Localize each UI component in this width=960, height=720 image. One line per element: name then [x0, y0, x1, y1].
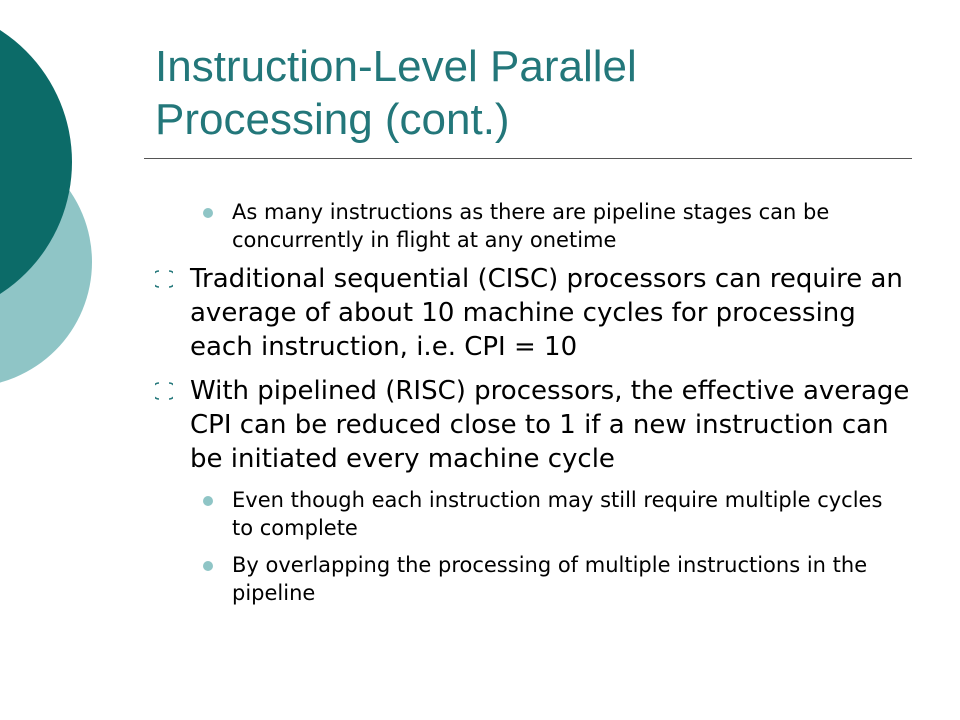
bullet-item	[150, 262, 910, 364]
bullet-text: With pipelined (RISC) processors, the effective average CPI can be reduced close to 1 if a new instruction can be initiated every machine cycle	[190, 376, 910, 474]
circle-bullet-icon	[155, 267, 173, 291]
title-divider	[144, 158, 912, 159]
circle-bullet-icon	[155, 379, 173, 403]
bullet-item	[150, 374, 910, 476]
slide-title-line-1: Instruction-Level Parallel	[155, 42, 637, 91]
bullet-item	[150, 551, 910, 607]
bullet-text: Traditional sequential (CISC) processors can require an average of about 10 machine cycles for processing each instruction, i.e. CPI = 10	[190, 264, 903, 362]
dot-bullet-icon	[203, 561, 213, 571]
slide-title	[155, 40, 637, 146]
dot-bullet-icon	[203, 496, 213, 506]
bullet-text: Even though each instruction may still require multiple cycles to complete	[232, 488, 883, 540]
bullet-list	[150, 198, 910, 616]
bullet-item	[150, 486, 910, 542]
bullet-text: As many instructions as there are pipeline stages can be concurrently in flight at any onetime	[232, 200, 830, 252]
dot-bullet-icon	[203, 208, 213, 218]
decorative-circles	[0, 0, 120, 420]
bullet-item	[150, 198, 910, 254]
slide-title-line-2: Processing (cont.)	[155, 95, 510, 144]
bullet-text: By overlapping the processing of multiple instructions in the pipeline	[232, 553, 868, 605]
